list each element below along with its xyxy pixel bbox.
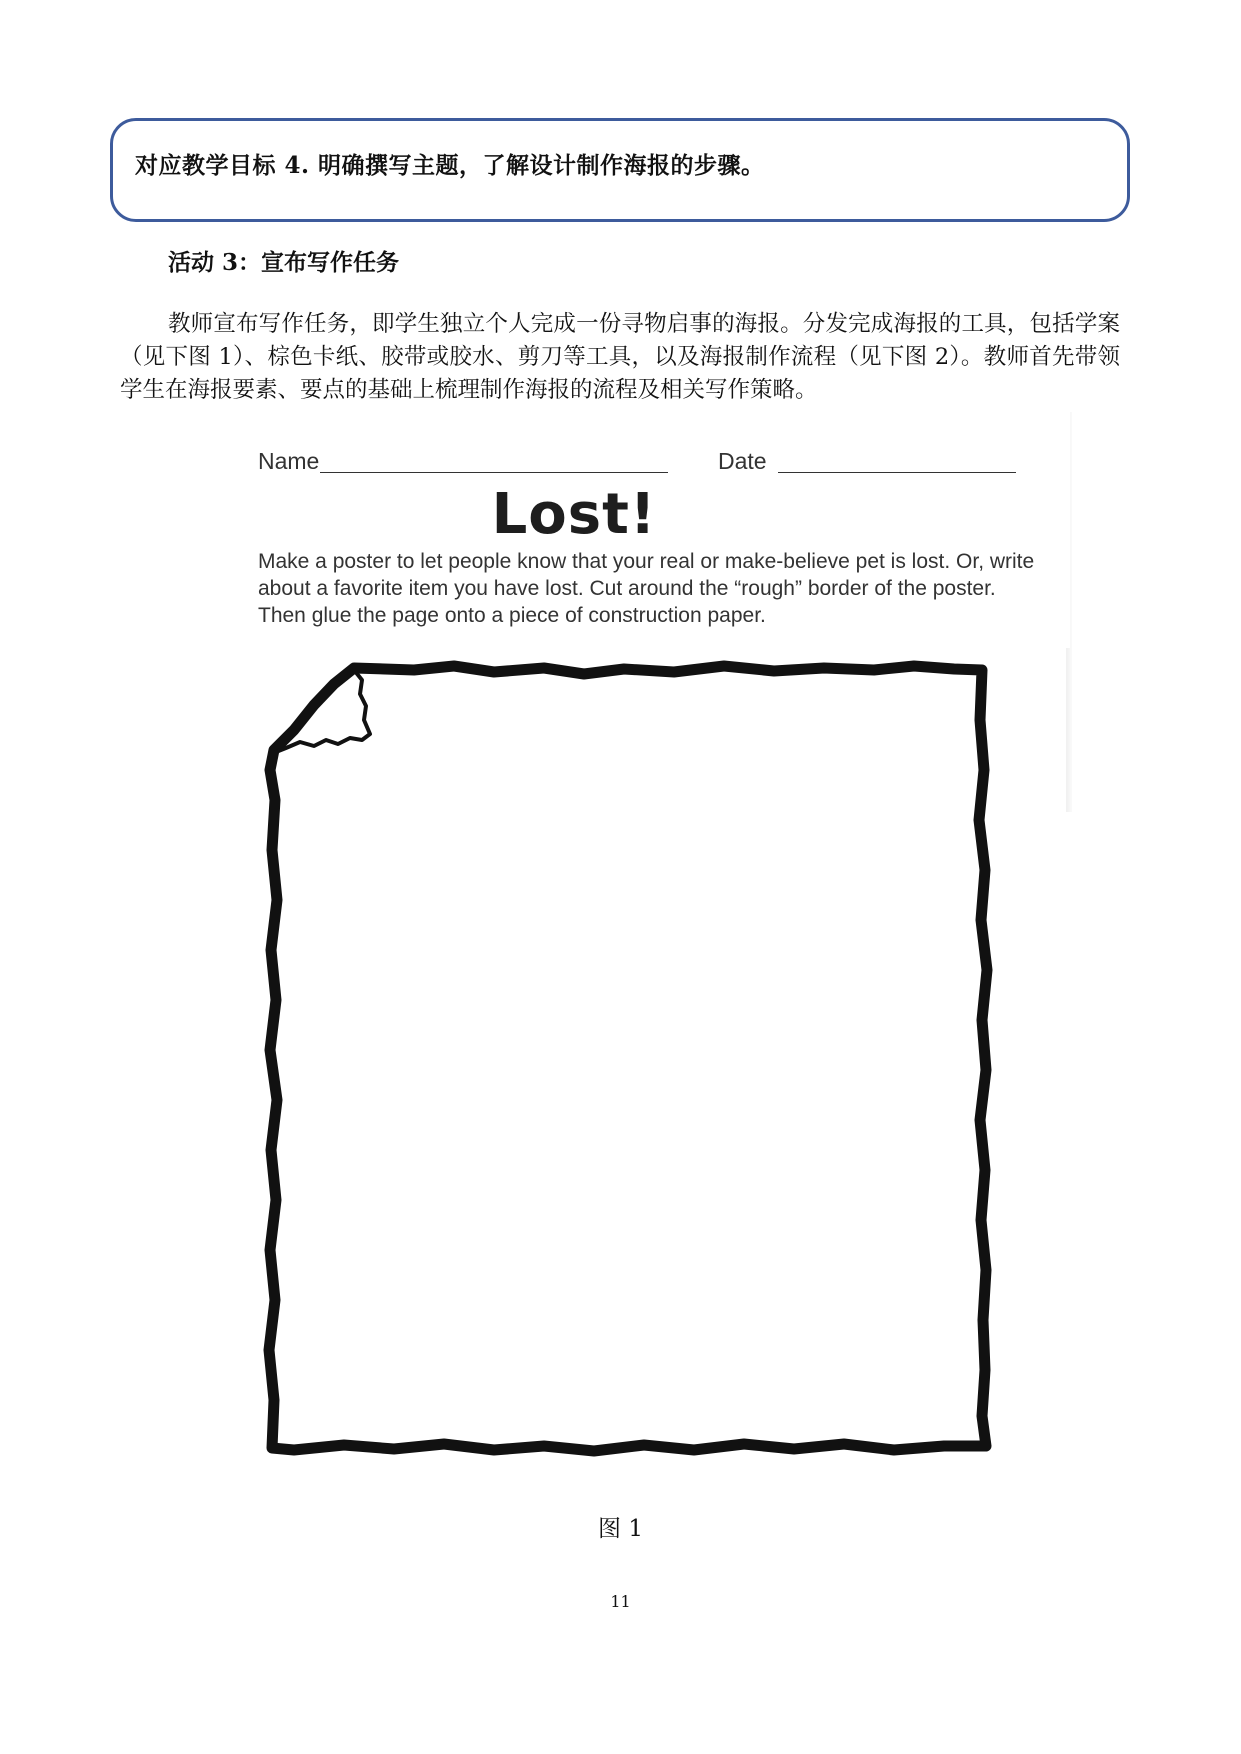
- rough-poster-border: [254, 660, 994, 1460]
- worksheet-image: [244, 412, 1070, 648]
- activity-paragraph: 教师宣布写作任务，即学生独立个人完成一份寻物启事的海报。分发完成海报的工具，包括学案（见下图 1）、棕色卡纸、胶带或胶水、剪刀等工具，以及海报制作流程（见下图 2）。教师首先带领学生在海报要素、要点的基础上梳理制作海报的流程及相关写作策略。: [120, 311, 1120, 403]
- name-label: Name: [258, 448, 320, 474]
- page-number: 11: [610, 1592, 631, 1611]
- name-line: [320, 472, 668, 473]
- worksheet-title: Lost!: [491, 482, 657, 547]
- teaching-objective-box: [110, 118, 1130, 222]
- activity-heading: 活动 3：宣布写作任务: [168, 249, 400, 276]
- figure-caption: 图 1: [598, 1516, 643, 1542]
- worksheet-instructions: Make a poster to let people know that your real or make-believe pet is lost. Or, write about a favorite item you have lost. Cut around the “rough” border of the poster. Then glue the page onto a piece of construction paper.: [258, 550, 1035, 627]
- teaching-objective-text: 对应教学目标 4. 明确撰写主题，了解设计制作海报的步骤。: [135, 152, 765, 179]
- date-label: Date: [718, 448, 767, 474]
- date-line: [778, 472, 1016, 473]
